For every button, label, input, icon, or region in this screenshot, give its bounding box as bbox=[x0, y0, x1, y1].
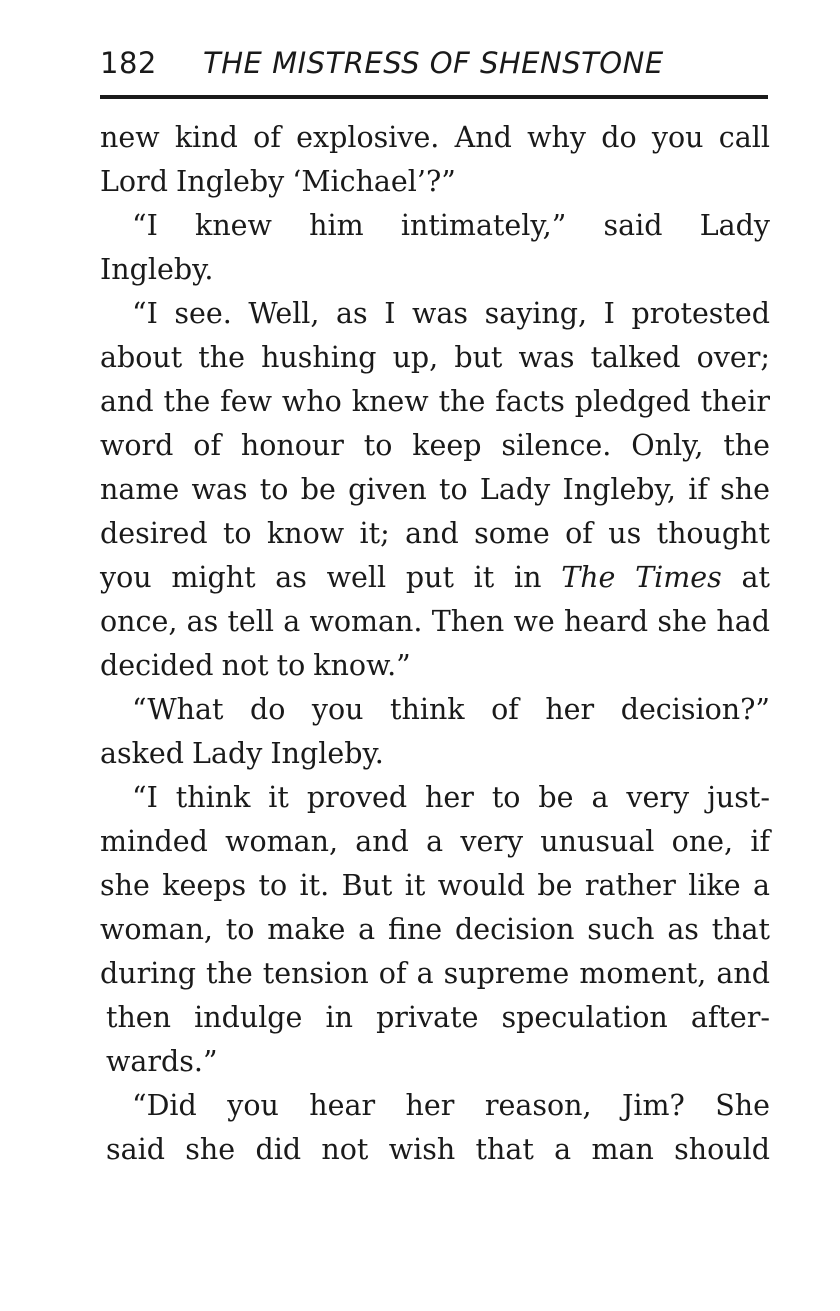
text-line: woman, to make a fine decision such as that bbox=[100, 913, 770, 946]
text-segment: at bbox=[721, 561, 770, 594]
text-line: once, as tell a woman. Then we heard she had bbox=[100, 605, 770, 638]
text-line: then indulge in private speculation after- bbox=[106, 1001, 770, 1034]
text-line: word of honour to keep silence. Only, the bbox=[100, 429, 770, 462]
header-rule bbox=[100, 95, 768, 99]
text-line: during the tension of a supreme moment, and bbox=[100, 957, 770, 990]
text-line: name was to be given to Lady Ingleby, if she bbox=[100, 473, 770, 506]
text-line: Lord Ingleby ‘Michael’?” bbox=[100, 165, 456, 198]
running-head bbox=[100, 46, 770, 86]
text-segment: you might as well put it in bbox=[100, 561, 562, 594]
text-line: she keeps to it. But it would be rather like a bbox=[100, 869, 770, 902]
text-line: “I think it proved her to be a very just- bbox=[132, 781, 770, 814]
text-line: and the few who knew the facts pledged their bbox=[100, 385, 770, 418]
text-line: wards.” bbox=[106, 1045, 218, 1078]
text-line: “I knew him intimately,” said Lady bbox=[132, 209, 770, 242]
text-line: desired to know it; and some of us thought bbox=[100, 517, 770, 550]
italic-title: The Times bbox=[561, 561, 722, 594]
page-number: 182 bbox=[100, 46, 157, 80]
text-line: “I see. Well, as I was saying, I protested bbox=[132, 297, 770, 330]
text-line: new kind of explosive. And why do you call bbox=[100, 121, 770, 154]
running-title: THE MISTRESS OF SHENSTONE bbox=[203, 46, 664, 80]
text-line: decided not to know.” bbox=[100, 649, 411, 682]
text-line: said she did not wish that a man should bbox=[106, 1133, 770, 1166]
text-line: “What do you think of her decision?” bbox=[132, 693, 770, 726]
text-line: “Did you hear her reason, Jim? She bbox=[132, 1089, 770, 1122]
text-line: Ingleby. bbox=[100, 253, 214, 286]
text-line-with-italic bbox=[100, 556, 770, 600]
body-text bbox=[100, 116, 770, 1172]
text-line: asked Lady Ingleby. bbox=[100, 737, 384, 770]
text-line: about the hushing up, but was talked over; bbox=[100, 341, 770, 374]
text-line: minded woman, and a very unusual one, if bbox=[100, 825, 770, 858]
